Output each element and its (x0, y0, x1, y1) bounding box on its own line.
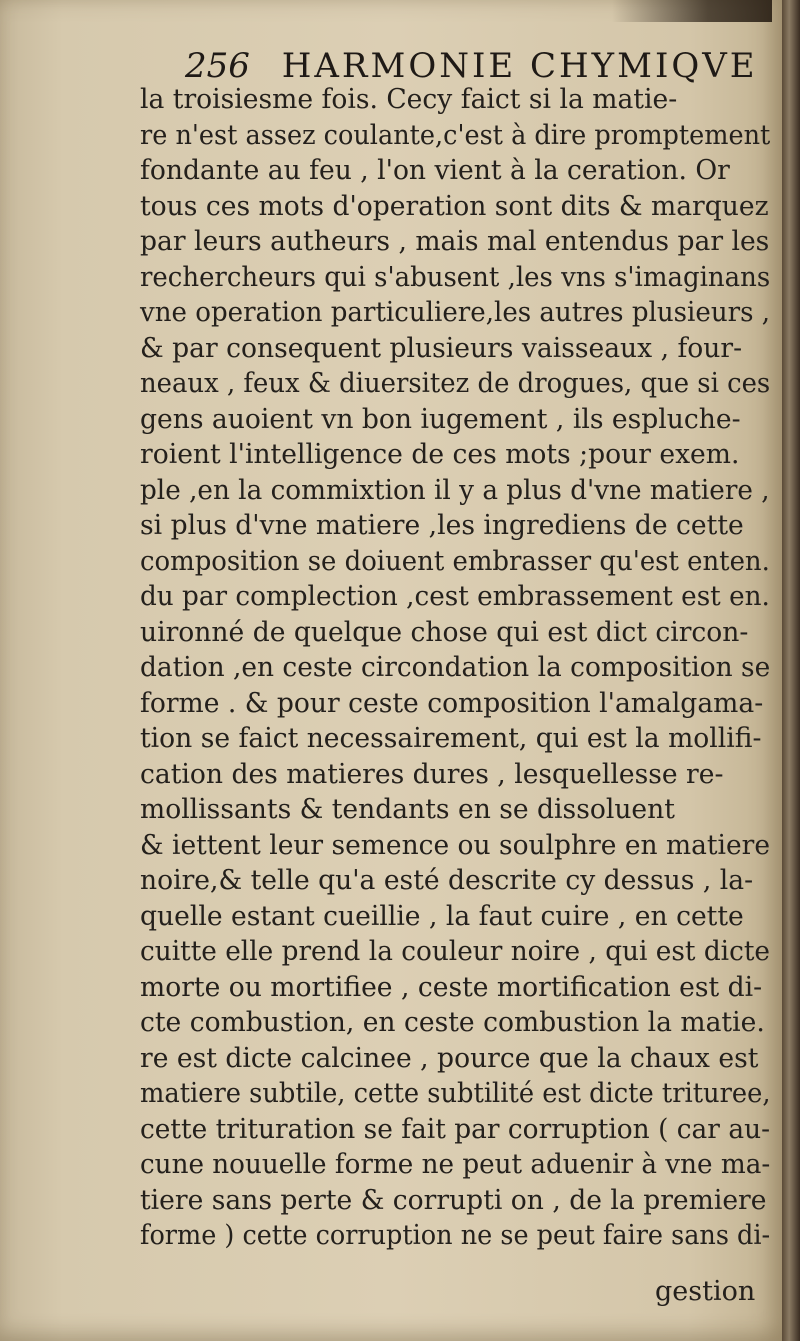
text-line: & par consequent plusieurs vaisseaux , four- (140, 332, 743, 364)
text-line: noire,& telle qu'a esté descrite cy dessus , la- (140, 865, 754, 896)
text-line: roient l'intelligence de ces mots ;pour exem. (140, 439, 740, 470)
page-header (185, 46, 765, 86)
text-line: re est dicte calcinee , pource que la chaux est (140, 1042, 759, 1074)
text-line: forme ) cette corruption ne se peut faire sans di- (140, 1220, 771, 1251)
body-text (140, 82, 780, 1254)
page-number: 256 (185, 46, 250, 86)
text-line: du par complection ,cest embrassement est en. (140, 581, 770, 612)
text-line: cune nouuelle forme ne peut aduenir à vne ma- (140, 1149, 771, 1180)
catchword: gestion (655, 1276, 756, 1307)
text-line: ple ,en la commixtion il y a plus d'vne matiere , (140, 474, 770, 506)
text-line: cuitte elle prend la couleur noire , qui est dicte (140, 936, 771, 967)
text-line: dation ,en ceste circondation la composition se (140, 652, 771, 683)
text-line: tous ces mots d'operation sont dits & marquez (140, 190, 769, 222)
text-line: & iettent leur semence ou soulphre en matiere (140, 829, 771, 861)
text-line: si plus d'vne matiere ,les ingrediens de cette (140, 510, 744, 541)
text-line: composition se doiuent embrasser qu'est enten. (140, 545, 770, 577)
text-line: fondante au feu , l'on vient à la ceration. Or (140, 155, 730, 186)
text-line: tion se faict necessairement, qui est la mollifi- (140, 723, 762, 754)
text-line: gens auoient vn bon iugement , ils espluche- (140, 403, 741, 435)
page-edge (782, 0, 800, 1341)
text-line: mollissants & tendants en se dissoluent (140, 794, 675, 825)
text-line: rechercheurs qui s'abusent ,les vns s'imaginans (140, 261, 771, 293)
text-line: la troisiesme fois. Cecy faict si la matie- (140, 84, 678, 115)
text-line: vne operation particuliere,les autres plusieurs , (140, 297, 771, 328)
text-line: forme . & pour ceste composition l'amalgama- (140, 687, 764, 719)
text-line: cation des matieres dures , lesquellesse re- (140, 758, 724, 790)
text-line: neaux , feux & diuersitez de drogues, que si ces (140, 368, 771, 399)
text-line: cte combustion, en ceste combustion la matie. (140, 1007, 765, 1038)
text-line: uironné de quelque chose qui est dict circon- (140, 616, 749, 648)
text-line: re n'est assez coulante,c'est à dire promptement (140, 119, 771, 151)
text-line: morte ou mortifiee , ceste mortification est di- (140, 971, 763, 1003)
running-title: HARMONIE CHYMIQVE (281, 46, 758, 86)
text-line: par leurs autheurs , mais mal entendus par les (140, 226, 770, 257)
text-line: quelle estant cueillie , la faut cuire , en cette (140, 900, 744, 932)
text-line: matiere subtile, cette subtilité est dicte trituree, (140, 1078, 771, 1109)
page-stain (612, 0, 772, 22)
text-line: cette trituration se fait par corruption ( car au- (140, 1113, 771, 1145)
text-line: tiere sans perte & corrupti on , de la premiere (140, 1184, 767, 1216)
